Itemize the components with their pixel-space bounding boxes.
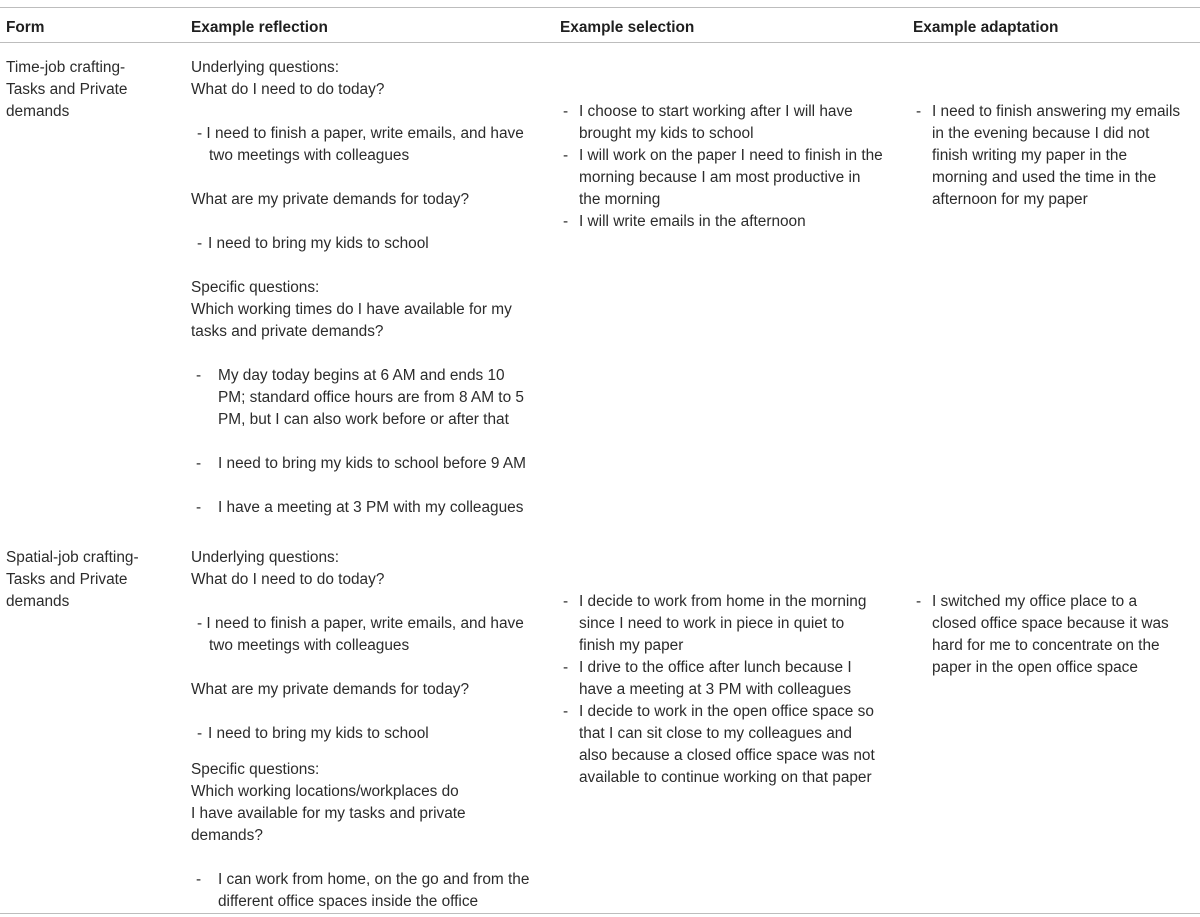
selection-line: I will work on the paper I need to finish in the: [579, 147, 883, 164]
answer-item: [191, 613, 546, 657]
form-line: Tasks and Private: [6, 81, 128, 98]
answer-item: [191, 723, 546, 745]
adaptation-line: in the evening because I did not: [932, 125, 1150, 142]
question-text: What do I need to do today?: [191, 571, 385, 588]
specific-questions-label: Specific questions:: [191, 761, 320, 778]
answer-line: two meetings with colleagues: [209, 147, 410, 164]
adaptation-line: finish writing my paper in the: [932, 147, 1128, 164]
header-reflection: Example reflection: [191, 19, 328, 36]
dash-bullet: -: [196, 871, 202, 888]
header-form: Form: [6, 19, 45, 36]
selection-item: [560, 211, 905, 233]
bullet-item: [196, 497, 546, 519]
form-cell: [6, 57, 176, 123]
selection-line: also because a closed office space was not: [579, 747, 875, 764]
underlying-questions-label: Underlying questions:: [191, 59, 340, 76]
selection-line: I decide to work from home in the morning: [579, 593, 867, 610]
selection-line: I will write emails in the afternoon: [579, 213, 806, 230]
selection-item: [560, 101, 905, 145]
dash-bullet: -: [563, 103, 569, 120]
question-text: Which working locations/workplaces do: [191, 783, 459, 800]
selection-line: I decide to work in the open office space so: [579, 703, 874, 720]
selection-cell: [560, 591, 905, 789]
header-selection: Example selection: [560, 19, 695, 36]
dash-bullet: -: [916, 593, 922, 610]
adaptation-line: hard for me to concentrate on the: [932, 637, 1160, 654]
selection-cell: [560, 101, 905, 233]
dash-bullet: -: [196, 499, 202, 516]
answer-item: [191, 123, 546, 167]
adaptation-cell: [913, 591, 1195, 679]
question-text: demands?: [191, 827, 263, 844]
dash-bullet: -: [916, 103, 922, 120]
dash-bullet: -: [563, 593, 569, 610]
table-bottom-rule: [0, 913, 1200, 914]
selection-line: that I can sit close to my colleagues and: [579, 725, 852, 742]
adaptation-line: I switched my office place to a: [932, 593, 1138, 610]
answer-line: - I need to finish a paper, write emails, and have: [197, 125, 524, 142]
header-adaptation: Example adaptation: [913, 19, 1059, 36]
bullet-item: [196, 365, 546, 431]
selection-line: morning because I am most productive in: [579, 169, 861, 186]
bullet-line: PM; standard office hours are from 8 AM to 5: [218, 389, 524, 406]
adaptation-line: paper in the open office space: [932, 659, 1138, 676]
job-crafting-table: [0, 7, 1200, 914]
question-text: tasks and private demands?: [191, 323, 384, 340]
answer-line: I need to bring my kids to school: [208, 725, 429, 742]
reflection-cell: [191, 57, 546, 519]
table-row: [0, 43, 1200, 543]
selection-item: [560, 657, 905, 701]
form-line: Spatial-job crafting-: [6, 549, 139, 566]
adaptation-line: afternoon for my paper: [932, 191, 1088, 208]
dash-bullet: -: [563, 659, 569, 676]
table-row: [0, 543, 1200, 913]
adaptation-cell: [913, 101, 1195, 211]
bullet-line: different office spaces inside the office: [218, 893, 479, 910]
bullet-line: PM, but I can also work before or after that: [218, 411, 509, 428]
specific-questions-label: Specific questions:: [191, 279, 320, 296]
answer-item: [191, 233, 546, 255]
selection-item: [560, 591, 905, 657]
answer-line: two meetings with colleagues: [209, 637, 410, 654]
selection-line: since I need to work in piece in quiet to: [579, 615, 845, 632]
question-text: I have available for my tasks and private: [191, 805, 466, 822]
selection-line: I drive to the office after lunch because I: [579, 659, 852, 676]
dash-bullet: -: [196, 367, 202, 384]
form-line: demands: [6, 103, 70, 120]
table-header: [0, 8, 1200, 42]
question-text: What are my private demands for today?: [191, 681, 470, 698]
form-line: Tasks and Private: [6, 571, 128, 588]
adaptation-line: I need to finish answering my emails: [932, 103, 1181, 120]
adaptation-item: [913, 101, 1195, 211]
dash-bullet: -: [563, 147, 569, 164]
bullet-line: I have a meeting at 3 PM with my colleagues: [218, 499, 524, 516]
bullet-item: [196, 869, 546, 913]
selection-line: brought my kids to school: [579, 125, 754, 142]
selection-line: I choose to start working after I will have: [579, 103, 853, 120]
selection-item: [560, 701, 905, 789]
question-text: What do I need to do today?: [191, 81, 385, 98]
adaptation-item: [913, 591, 1195, 679]
answer-line: - I need to finish a paper, write emails, and have: [197, 615, 524, 632]
adaptation-line: morning and used the time in the: [932, 169, 1157, 186]
answer-line: I need to bring my kids to school: [208, 235, 429, 252]
dash-bullet: -: [196, 455, 202, 472]
question-text: Which working times do I have available for my: [191, 301, 512, 318]
underlying-questions-label: Underlying questions:: [191, 549, 340, 566]
selection-line: available to continue working on that paper: [579, 769, 872, 786]
dash-bullet: -: [197, 725, 203, 742]
form-cell: [6, 547, 176, 613]
dash-bullet: -: [563, 213, 569, 230]
bullet-line: My day today begins at 6 AM and ends 10: [218, 367, 505, 384]
adaptation-line: closed office space because it was: [932, 615, 1169, 632]
form-line: Time-job crafting-: [6, 59, 126, 76]
selection-line: the morning: [579, 191, 661, 208]
bullet-line: I need to bring my kids to school before 9 AM: [218, 455, 526, 472]
selection-line: finish my paper: [579, 637, 684, 654]
dash-bullet: -: [197, 235, 203, 252]
bullet-item: [196, 453, 546, 475]
question-text: What are my private demands for today?: [191, 191, 470, 208]
form-line: demands: [6, 593, 70, 610]
selection-line: have a meeting at 3 PM with colleagues: [579, 681, 852, 698]
reflection-cell: [191, 547, 546, 913]
bullet-line: I can work from home, on the go and from the: [218, 871, 530, 888]
dash-bullet: -: [563, 703, 569, 720]
selection-item: [560, 145, 905, 211]
